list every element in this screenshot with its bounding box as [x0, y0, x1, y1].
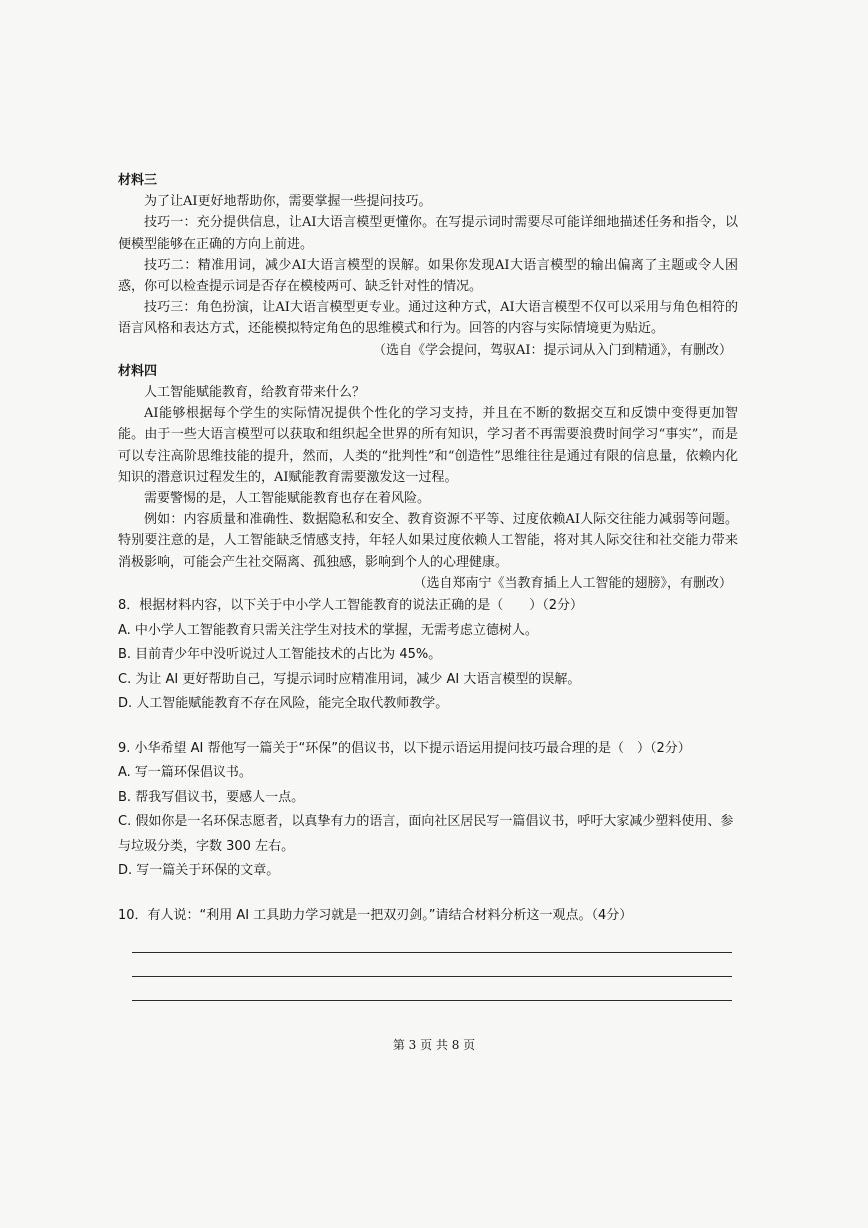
material3-paragraph: 技巧三：角色扮演，让AI大语言模型更专业。通过这种方式，AI大语言模型不仅可以采用与角色相符的语言风格和表达方式，还能模拟特定角色的思维模式和行为。回答的内容与实际情境更为贴近。	[118, 300, 738, 337]
material4-paragraph: AI能够根据每个学生的实际情况提供个性化的学习支持，并且在不断的数据交互和反馈中变得更加智能。由于一些大语言模型可以获取和组织起全世界的所有知识，学习者不再需要浪费时间学习“事实”，而是可以专注高阶思维技能的提升，然而，人类的“批判性”和“创造性”思维往往是通过有限的信息量，依赖内化知识的潜意识过程发生的，AI赋能教育需要激发这一过程。	[118, 406, 738, 485]
q9-stem: 9. 小华希望 AI 帮他写一篇关于“环保”的倡议书，以下提示语运用提问技巧最合理的是（ ）（2分）	[118, 740, 691, 756]
q9-option-c: C. 假如你是一名环保志愿者，以真挚有力的语言，面向社区居民写一篇倡议书，呼吁大家减少塑料使用、参与垃圾分类，字数 300 左右。	[118, 814, 734, 854]
q8-option-c: C. 为让 AI 更好帮助自己，写提示词时应精准用词，减少 AI 大语言模型的误解。	[118, 671, 581, 687]
material4-title: 材料四	[118, 363, 158, 379]
material3-title: 材料三	[118, 173, 158, 188]
q10-stem: 10．有人说：“利用 AI 工具助力学习就是一把双刃剑。”请结合材料分析这一观点。（4分）	[118, 907, 633, 923]
page-content	[118, 170, 738, 928]
material4-paragraph: 需要警惕的是，人工智能赋能教育也存在着风险。	[144, 491, 431, 507]
page-number: 第 3 页 共 8 页	[392, 1038, 476, 1052]
material3-paragraph: 为了让AI更好地帮助你，需要掌握一些提问技巧。	[144, 194, 432, 210]
answer-line	[132, 976, 732, 977]
material4-paragraph: 人工智能赋能教育，给教育带来什么？	[144, 385, 366, 401]
q9-option-b: B. 帮我写倡议书，要感人一点。	[118, 789, 305, 805]
q9-option-d: D. 写一篇关于环保的文章。	[118, 863, 280, 879]
q8-stem: 8．根据材料内容，以下关于中小学人工智能教育的说法正确的是（ ）（2分）	[118, 598, 584, 614]
material4-paragraph: 例如：内容质量和准确性、数据隐私和安全、教育资源不平等、过度依赖AI人际交往能力减弱等问题。特别要注意的是，人工智能缺乏情感支持，年轻人如果过度依赖人工智能，将对其人际交往和社交能力带来消极影响，可能会产生社交隔离、孤独感，影响到个人的心理健康。	[118, 512, 738, 570]
answer-lines	[132, 952, 732, 1024]
answer-line	[132, 1000, 732, 1001]
material3-paragraph: 技巧二：精准用词，减少AI大语言模型的误解。如果你发现AI大语言模型的输出偏离了主题或令人困惑，你可以检查提示词是否存在模棱两可、缺乏针对性的情况。	[118, 257, 738, 295]
material4-source: （选自郑南宁《当教育插上人工智能的翅膀》，有删改）	[413, 575, 732, 591]
material3-source: （选自《学会提问，驾驭AI：提示词从入门到精通》，有删改）	[372, 342, 732, 358]
q9-option-a: A. 写一篇环保倡议书。	[118, 765, 252, 781]
q8-option-d: D. 人工智能赋能教育不存在风险，能完全取代教师教学。	[118, 696, 449, 712]
q8-option-b: B. 目前青少年中没听说过人工智能技术的占比为 45%。	[118, 647, 442, 663]
answer-line	[132, 952, 732, 953]
material3-paragraph: 技巧一：充分提供信息，让AI大语言模型更懂你。在写提示词时需要尽可能详细地描述任务和指令，以便模型能够在正确的方向上前进。	[118, 215, 738, 252]
q8-option-a: A. 中小学人工智能教育只需关注学生对技术的掌握，无需考虑立德树人。	[118, 622, 538, 638]
